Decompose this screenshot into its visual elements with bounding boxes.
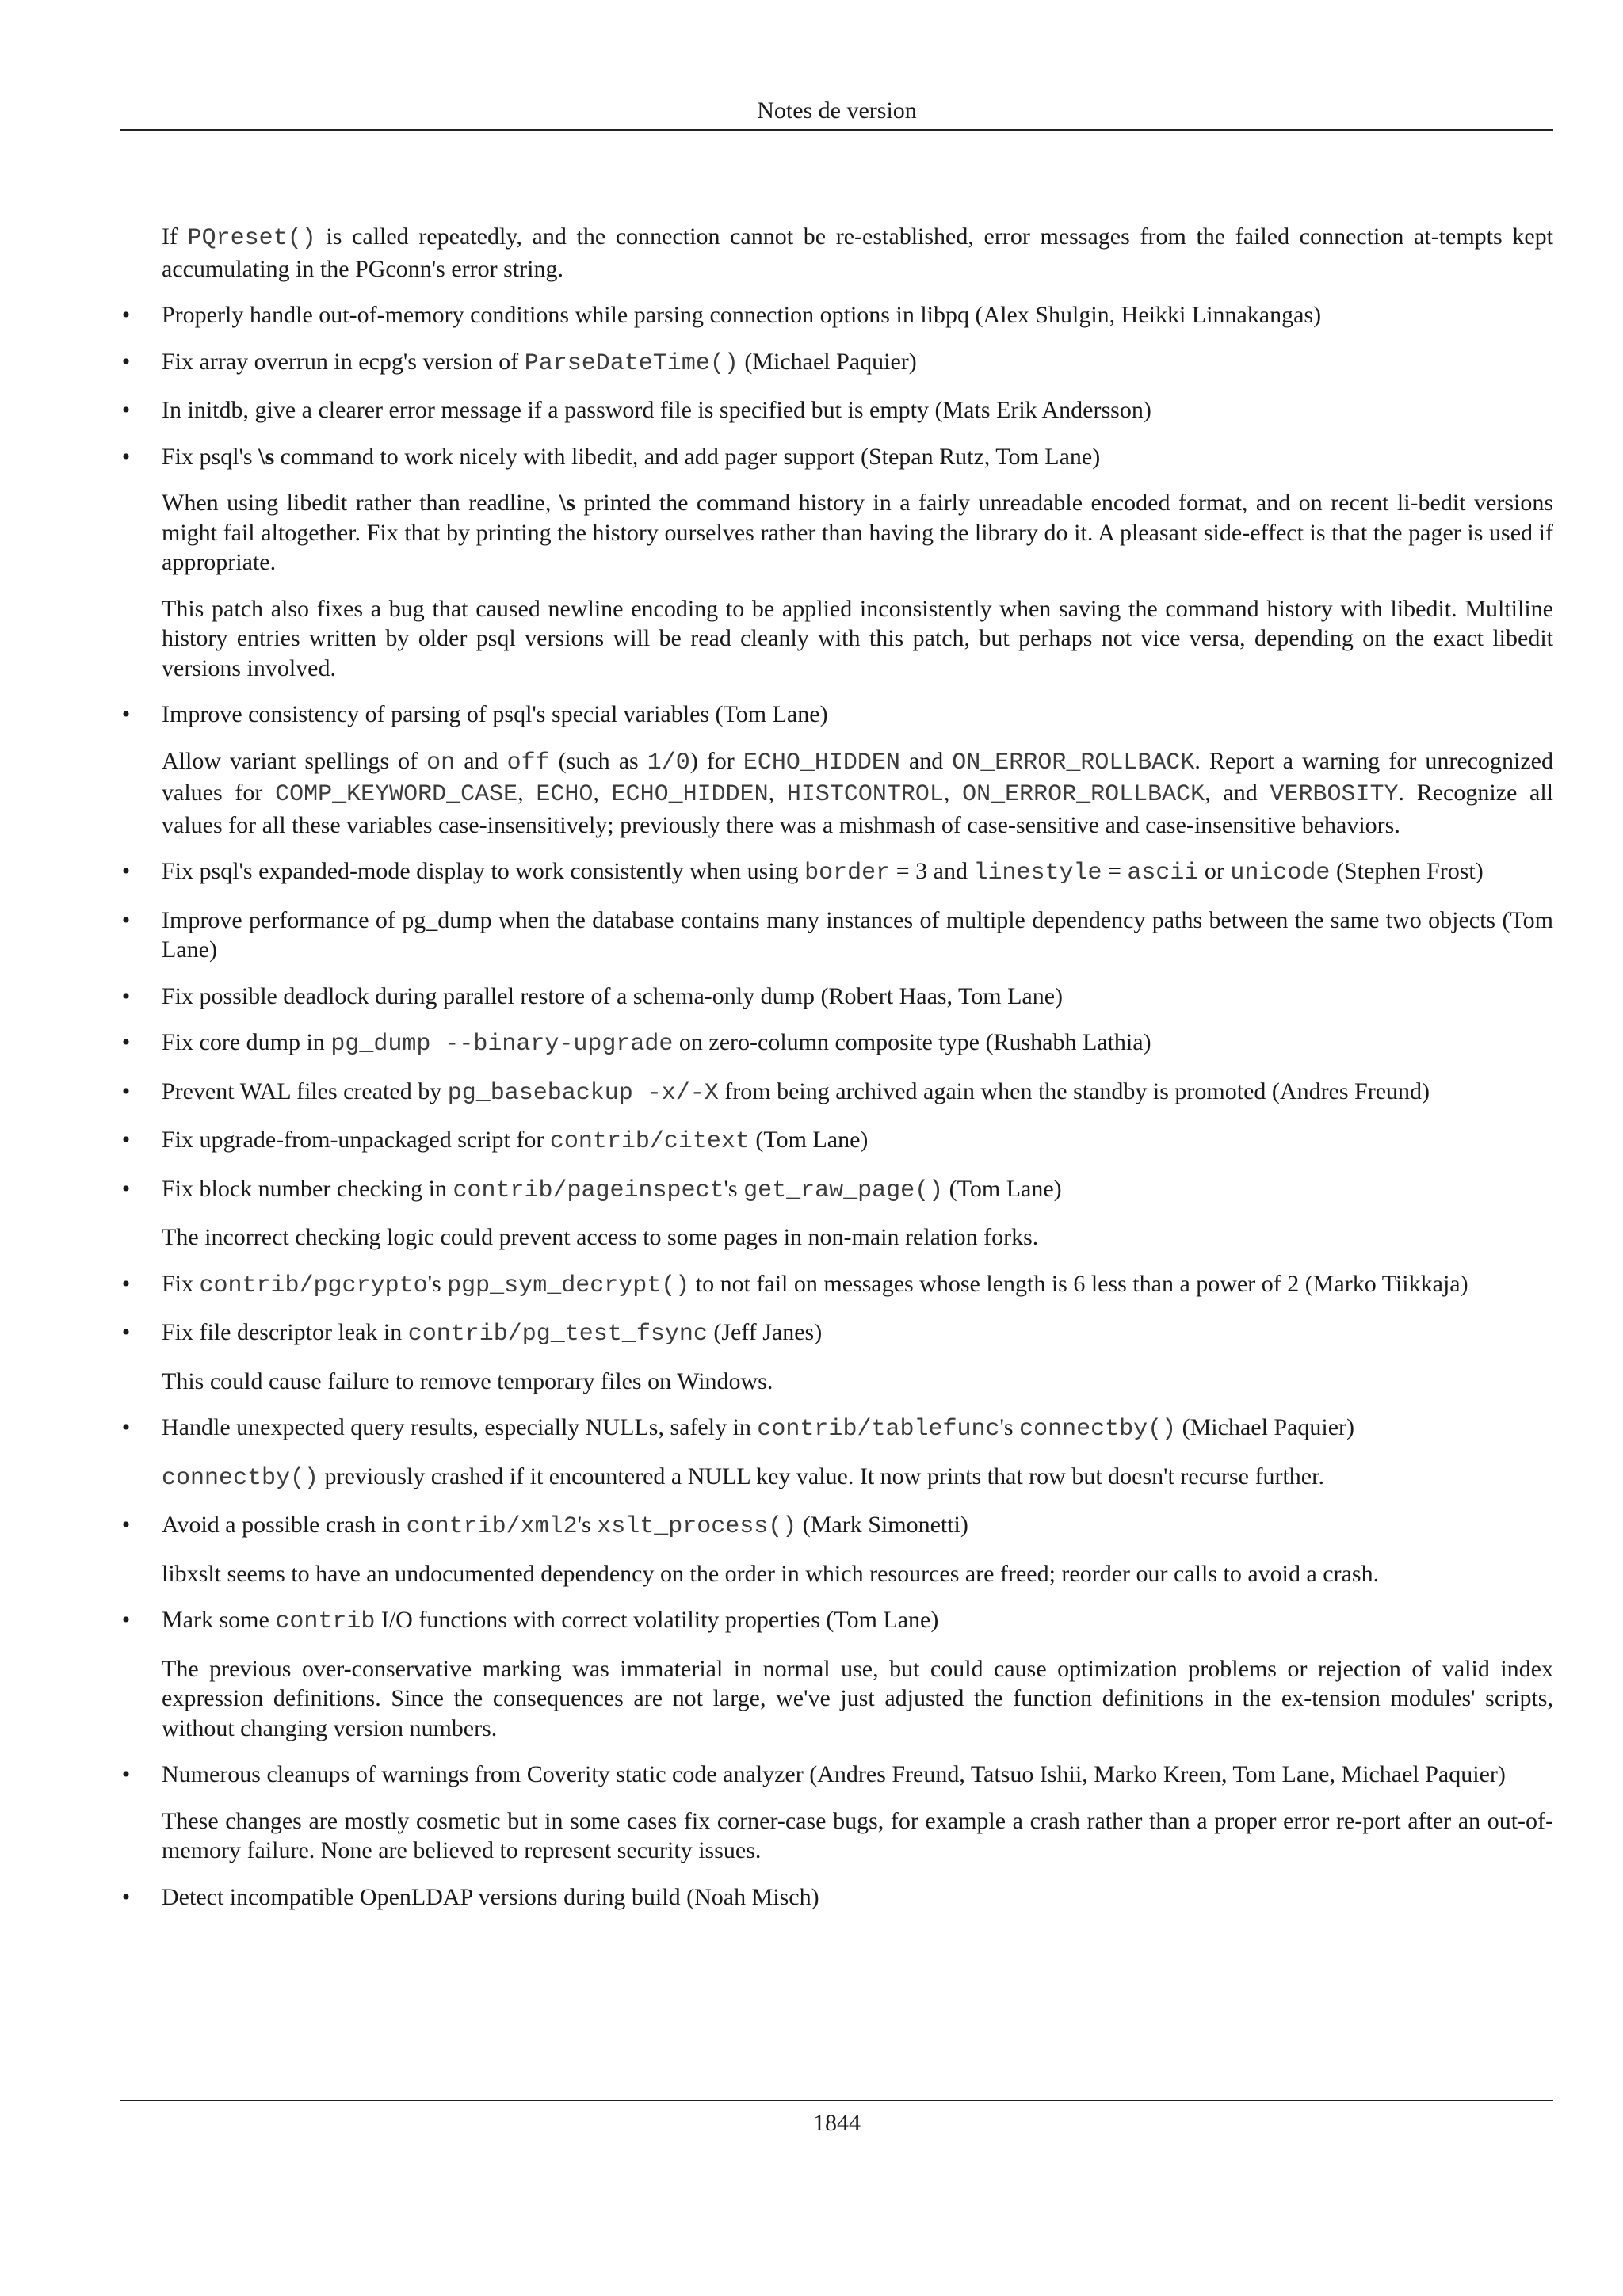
- bullet-marker: •: [121, 858, 131, 884]
- bullet-item: [121, 442, 1553, 472]
- bullet-item: [121, 1760, 1553, 1790]
- running-header: Notes de version: [757, 97, 917, 124]
- text-run: 's: [999, 1414, 1020, 1440]
- text-run: ) for: [689, 747, 743, 774]
- bullet-item: [121, 1077, 1553, 1109]
- bullet-marker: •: [121, 443, 131, 470]
- command-name: \s: [258, 443, 275, 470]
- text-run: printed the command history in a fairly unreadable encoded format, and on recent li-bedit versions might fail altogether. Fix that by printing the history ourselves rather than having the library do it. A pleasant side-effect is that the pager is used if appropriate.: [162, 490, 1553, 575]
- paragraph-text: [162, 1318, 1553, 1350]
- text-run: (Michael Paquier): [1176, 1414, 1355, 1440]
- text-run: (Mark Simonetti): [796, 1512, 968, 1538]
- paragraph-text: [162, 1882, 1553, 1913]
- text-run: 's: [724, 1175, 744, 1202]
- code-literal: get_raw_page(): [743, 1177, 944, 1204]
- text-run: ,: [517, 780, 537, 806]
- paragraph-text: [162, 1806, 1553, 1866]
- paragraph-text: [162, 906, 1553, 965]
- bullet-item: [121, 1882, 1553, 1913]
- text-run: = 3 and: [890, 858, 974, 884]
- text-run: (Tom Lane): [943, 1175, 1062, 1202]
- bullet-item: [121, 1510, 1553, 1543]
- paragraph-text: [162, 1462, 1553, 1494]
- text-run: The incorrect checking logic could prevent access to some pages in non-main relation forks.: [162, 1224, 1039, 1250]
- code-literal: contrib/pgcrypto: [199, 1272, 428, 1299]
- text-run: (such as: [549, 747, 647, 774]
- code-literal: contrib: [275, 1608, 376, 1635]
- footer-rule: [120, 2100, 1553, 2101]
- paragraph: [162, 1462, 1553, 1494]
- bullet-item: [121, 1413, 1553, 1445]
- text-run: Fix block number checking in: [162, 1175, 453, 1202]
- code-literal: ECHO_HIDDEN: [611, 781, 769, 808]
- text-run: This patch also fixes a bug that caused newline encoding to be applied inconsistently when saving the command history with libedit. Multiline history entries written by older psql versions will be read cleanly with this patch, but perhaps not vice versa, depending on the exact libedit versions involved.: [162, 595, 1553, 681]
- text-run: =: [1102, 858, 1128, 884]
- paragraph-text: [162, 300, 1553, 330]
- code-literal: PQreset(): [187, 225, 316, 252]
- code-literal: ON_ERROR_ROLLBACK: [962, 781, 1205, 808]
- text-run: (Michael Paquier): [738, 348, 917, 375]
- text-run: ,: [593, 780, 612, 806]
- code-literal: contrib/citext: [549, 1128, 750, 1155]
- paragraph: [162, 746, 1553, 841]
- bullet-item: [121, 700, 1553, 730]
- paragraph-text: [162, 1222, 1553, 1253]
- text-run: 's: [577, 1512, 598, 1538]
- paragraph-text: [162, 1125, 1553, 1158]
- bullet-marker: •: [121, 302, 131, 328]
- bullet-item: [121, 347, 1553, 379]
- text-run: Avoid a possible crash in: [162, 1512, 407, 1538]
- paragraph-text: [162, 442, 1553, 472]
- text-run: Fix upgrade-from-unpackaged script for: [162, 1127, 550, 1153]
- paragraph: [162, 222, 1553, 284]
- text-run: When using libedit rather than readline,: [162, 490, 559, 516]
- paragraph-text: [162, 222, 1553, 284]
- bullet-marker: •: [121, 397, 131, 423]
- code-literal: ON_ERROR_ROLLBACK: [952, 749, 1195, 776]
- code-literal: connectby(): [1019, 1416, 1177, 1443]
- paragraph: [162, 594, 1553, 684]
- bullet-item: [121, 1125, 1553, 1158]
- bullet-item: [121, 1318, 1553, 1350]
- code-literal: contrib/pg_test_fsync: [407, 1321, 708, 1348]
- code-literal: COMP_KEYWORD_CASE: [275, 781, 518, 808]
- bullet-item: [121, 1174, 1553, 1207]
- code-literal: connectby(): [162, 1464, 319, 1492]
- text-run: Numerous cleanups of warnings from Coverity static code analyzer (Andres Freund, Tatsuo Ishii, Marko Kreen, Tom Lane, Michael Paquier): [162, 1761, 1506, 1787]
- paragraph: [162, 1559, 1553, 1589]
- command-name: \s: [559, 490, 575, 516]
- release-notes-body: [120, 222, 1553, 1912]
- bullet-item: [121, 1269, 1553, 1302]
- code-literal: contrib/tablefunc: [757, 1416, 1000, 1443]
- code-literal: pg_dump --binary-upgrade: [330, 1031, 674, 1058]
- text-run: Improve performance of pg_dump when the database contains many instances of multiple dependency paths between the same two objects (Tom Lane): [162, 906, 1553, 963]
- text-run: ,: [943, 780, 963, 806]
- text-run: Fix psql's expanded-mode display to work consistently when using: [162, 858, 805, 884]
- bullet-item: [121, 300, 1553, 330]
- code-literal: HISTCONTROL: [786, 781, 944, 808]
- bullet-marker: •: [121, 1319, 131, 1345]
- code-literal: ascii: [1127, 860, 1199, 887]
- paragraph-text: [162, 1174, 1553, 1207]
- text-run: from being archived again when the standby is promoted (Andres Freund): [718, 1077, 1430, 1104]
- paragraph: [162, 1654, 1553, 1744]
- paragraph-text: [162, 1760, 1553, 1790]
- paragraph-text: [162, 347, 1553, 379]
- text-run: command to work nicely with libedit, and add pager support (Stepan Rutz, Tom Lane): [274, 443, 1101, 470]
- text-run: , and: [1205, 780, 1270, 806]
- text-run: is called repeatedly, and the connection cannot be re-established, error messages from the failed connection at-tempts kept accumulating in the PGconn's error string.: [162, 223, 1554, 282]
- text-run: (Stephen Frost): [1330, 858, 1484, 884]
- text-run: Properly handle out-of-memory conditions while parsing connection options in libpq (Alex Shulgin, Heikki Linnakangas): [162, 302, 1322, 328]
- code-literal: VERBOSITY: [1270, 781, 1399, 808]
- text-run: to not fail on messages whose length is 6 less than a power of 2 (Marko Tiikkaja): [689, 1270, 1468, 1297]
- text-run: Detect incompatible OpenLDAP versions during build (Noah Misch): [162, 1883, 819, 1910]
- text-run: Fix core dump in: [162, 1029, 331, 1055]
- text-run: libxslt seems to have an undocumented dependency on the order in which resources are freed; reorder our calls to avoid a crash.: [162, 1560, 1380, 1587]
- code-literal: unicode: [1230, 860, 1331, 887]
- code-literal: contrib/pageinspect: [453, 1177, 724, 1204]
- bullet-marker: •: [121, 1127, 131, 1153]
- bullet-item: [121, 982, 1553, 1012]
- code-literal: xslt_process(): [597, 1513, 797, 1540]
- text-run: Fix psql's: [162, 443, 259, 470]
- bullet-marker: •: [121, 1761, 131, 1787]
- text-run: (Jeff Janes): [707, 1319, 823, 1345]
- bullet-marker: •: [121, 1512, 131, 1538]
- paragraph-text: [162, 1654, 1553, 1744]
- paragraph-text: [162, 982, 1553, 1012]
- paragraph-text: [162, 488, 1553, 578]
- text-run: ,: [768, 780, 787, 806]
- paragraph: [162, 1222, 1553, 1253]
- text-run: or: [1198, 858, 1231, 884]
- text-run: . Recognize all values for all these variables case-insensitively; previously there was a mishmash of case-sensitive and case-insensitive behaviors.: [162, 780, 1553, 838]
- bullet-marker: •: [121, 1175, 131, 1202]
- paragraph-text: [162, 1028, 1553, 1060]
- text-run: If: [162, 223, 188, 250]
- paragraph-text: [162, 856, 1553, 889]
- bullet-marker: •: [121, 1607, 131, 1633]
- code-literal: ECHO: [536, 781, 594, 808]
- paragraph-text: [162, 700, 1553, 730]
- text-run: These changes are mostly cosmetic but in some cases fix corner-case bugs, for example a crash rather than a proper error re-port after an out-of-memory failure. None are believed to represent security issues.: [162, 1807, 1553, 1863]
- paragraph: [162, 488, 1553, 578]
- text-run: Allow variant spellings of: [162, 747, 427, 774]
- header-rule: [120, 129, 1553, 131]
- code-literal: ParseDateTime(): [524, 349, 739, 377]
- bullet-marker: •: [121, 1414, 131, 1440]
- code-literal: on: [426, 749, 456, 776]
- text-run: previously crashed if it encountered a NULL key value. It now prints that row but doesn't recurse further.: [319, 1463, 1324, 1489]
- code-literal: ECHO_HIDDEN: [743, 749, 900, 776]
- bullet-marker: •: [121, 1077, 131, 1104]
- text-run: I/O functions with correct volatility properties (Tom Lane): [375, 1607, 939, 1633]
- text-run: Improve consistency of parsing of psql's special variables (Tom Lane): [162, 701, 828, 727]
- code-literal: off: [506, 749, 550, 776]
- bullet-marker: •: [121, 906, 131, 933]
- bullet-item: [121, 1605, 1553, 1638]
- text-run: 's: [427, 1270, 448, 1297]
- code-literal: pg_basebackup -x/-X: [447, 1079, 719, 1107]
- bullet-item: [121, 856, 1553, 889]
- bullet-marker: •: [121, 1029, 131, 1055]
- text-run: Handle unexpected query results, especially NULLs, safely in: [162, 1414, 758, 1440]
- paragraph-text: [162, 1605, 1553, 1638]
- bullet-marker: •: [121, 1270, 131, 1297]
- paragraph-text: [162, 1367, 1553, 1397]
- bullet-marker: •: [121, 1883, 131, 1910]
- text-run: Prevent WAL files created by: [162, 1077, 448, 1104]
- paragraph-text: [162, 1559, 1553, 1589]
- code-literal: 1/0: [647, 749, 690, 776]
- paragraph-text: [162, 1413, 1553, 1445]
- bullet-marker: •: [121, 701, 131, 727]
- paragraph-text: [162, 1269, 1553, 1302]
- text-run: Fix array overrun in ecpg's version of: [162, 348, 525, 375]
- paragraph-text: [162, 395, 1553, 425]
- bullet-item: [121, 906, 1553, 965]
- text-run: The previous over-conservative marking was immaterial in normal use, but could cause optimization problems or rejection of valid index expression definitions. Since the consequences are not large, we've just adjusted the function definitions in the ex-tension modules' scripts, without changing version numbers.: [162, 1655, 1553, 1741]
- paragraph-text: [162, 746, 1553, 841]
- page-number: 1844: [813, 2110, 861, 2136]
- code-literal: contrib/xml2: [406, 1513, 578, 1540]
- bullet-item: [121, 395, 1553, 425]
- text-run: Fix: [162, 1270, 200, 1297]
- paragraph-text: [162, 1077, 1553, 1109]
- text-run: and: [899, 747, 953, 774]
- paragraph-text: [162, 594, 1553, 684]
- text-run: Fix file descriptor leak in: [162, 1319, 408, 1345]
- text-run: (Tom Lane): [749, 1127, 869, 1153]
- code-literal: border: [804, 860, 891, 887]
- bullet-marker: •: [121, 982, 131, 1009]
- paragraph: [162, 1367, 1553, 1397]
- bullet-item: [121, 1028, 1553, 1060]
- text-run: This could cause failure to remove temporary files on Windows.: [162, 1367, 773, 1394]
- paragraph: [162, 1806, 1553, 1866]
- text-run: on zero-column composite type (Rushabh Lathia): [673, 1029, 1151, 1055]
- text-run: . Report a warning for unrecognized values for: [162, 747, 1553, 806]
- code-literal: linestyle: [973, 860, 1102, 887]
- code-literal: pgp_sym_decrypt(): [447, 1272, 690, 1299]
- paragraph-text: [162, 1510, 1553, 1543]
- bullet-marker: •: [121, 348, 131, 375]
- text-run: Fix possible deadlock during parallel restore of a schema-only dump (Robert Haas, Tom Lane): [162, 982, 1064, 1009]
- text-run: Mark some: [162, 1607, 276, 1633]
- text-run: and: [455, 747, 507, 774]
- text-run: In initdb, give a clearer error message if a password file is specified but is empty (Mats Erik Andersson): [162, 397, 1151, 423]
